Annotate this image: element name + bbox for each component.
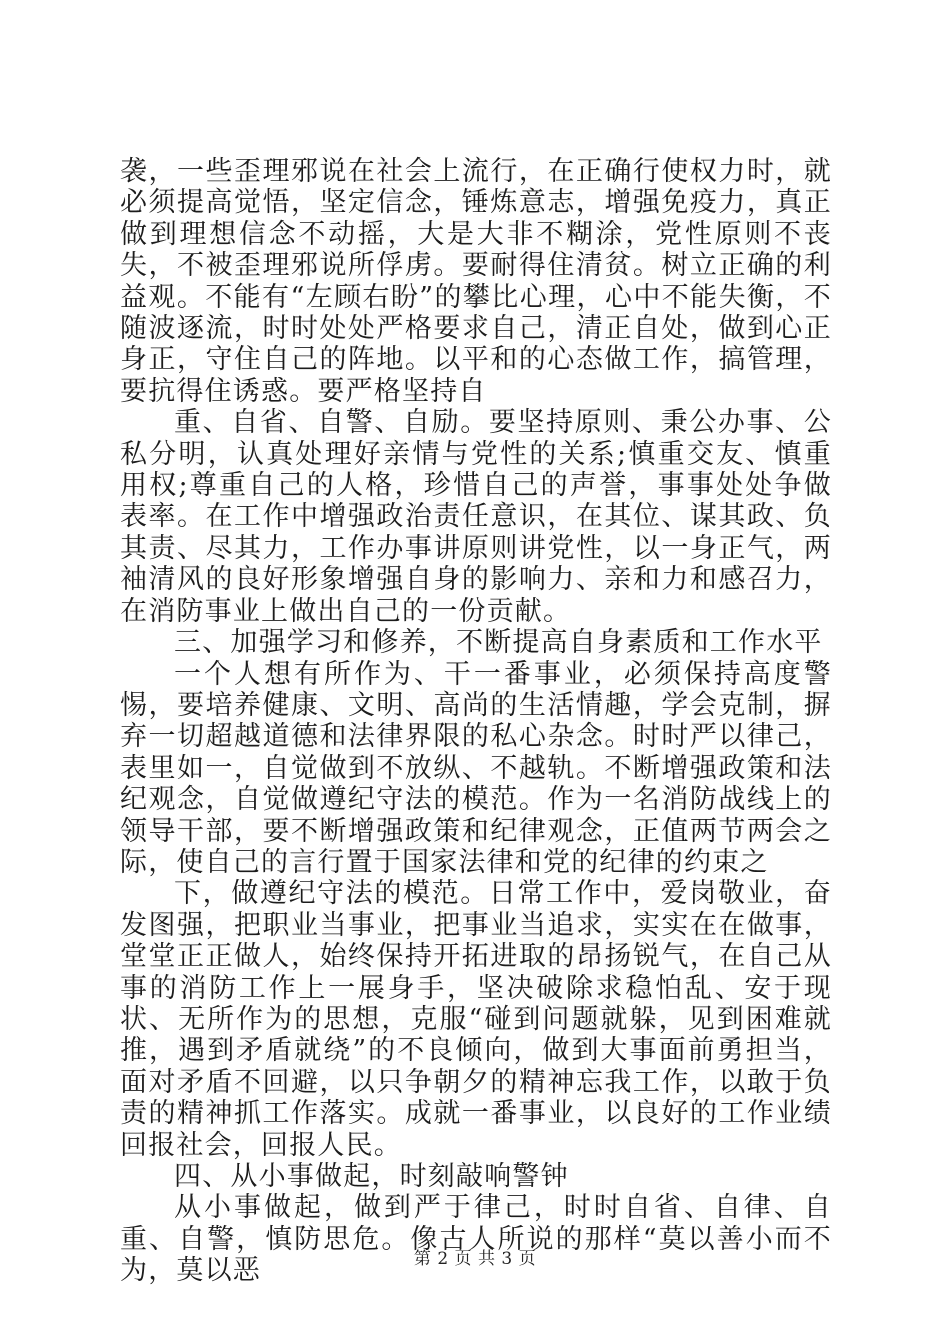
paragraph-2: 重、自省、自警、自励。要坚持原则、秉公办事、公私分明，认真处理好亲情与党性的关系;慎重交友、慎重用权;尊重自己的人格，珍惜自己的声誉，事事处处争做表率。在工作中增强政治责任意识，在其位、谋其政、负其责、尽其力，工作办事讲原则讲党性，以一身正气，两袖清风的良好形象增强自身的影响力、亲和力和感召力，在消防事业上做出自己的一份贡献。 <box>120 407 832 627</box>
section-heading-4: 四、从小事做起，时刻敲响警钟 <box>174 1161 569 1192</box>
document-body <box>120 156 832 1287</box>
page-number-footer: 第 2 页 共 3 页 <box>413 1249 537 1269</box>
section-heading-3: 三、加强学习和修养，不断提高自身素质和工作水平 <box>174 627 823 659</box>
paragraph-4: 一个人想有所作为、干一番事业，必须保持高度警惕，要培养健康、文明、高尚的生活情趣，学会克制，摒弃一切超越道德和法律界限的私心杂念。时时严以律己，表里如一，自觉做到不放纵、不越轨。不断增强政策和法纪观念，自觉做遵纪守法的模范。作为一名消防战线上的领导干部，要不断增强政策和纪律观念，正值两节两会之际，使自己的言行置于国家法律和党的纪律的约束之 <box>120 658 832 878</box>
paragraph-5: 下，做遵纪守法的模范。日常工作中，爱岗敬业，奋发图强，把职业当事业，把事业当追求，实实在在做事，堂堂正正做人，始终保持开拓进取的昂扬锐气，在自己从事的消防工作上一展身手，坚决破除求稳怕乱、安于现状、无所作为的思想，克服“碰到问题就躲，见到困难就推，遇到矛盾就绕”的不良倾向，做到大事面前勇担当，面对矛盾不回避，以只争朝夕的精神忘我工作，以敢于负责的精神抓工作落实。成就一番事业，以良好的工作业绩回报社会，回报人民。 <box>120 878 832 1161</box>
paragraph-1: 袭，一些歪理邪说在社会上流行，在正确行使权力时，就必须提高觉悟，坚定信念，锤炼意志，增强免疫力，真正做到理想信念不动摇，大是大非不糊涂，党性原则不丧失，不被歪理邪说所俘虏。要耐得住清贫。树立正确的利益观。不能有“左顾右盼”的攀比心理，心中不能失衡，不随波逐流，时时处处严格要求自己，清正自处，做到心正身正，守住自己的阵地。以平和的心态做工作，搞管理，要抗得住诱惑。要严格坚持自 <box>120 156 832 407</box>
paragraph-7: 从小事做起，做到严于律己，时时自省、自律、自重、自警，慎防思危。像古人所说的那样“莫以善小而不为，莫以恶 <box>120 1192 832 1287</box>
